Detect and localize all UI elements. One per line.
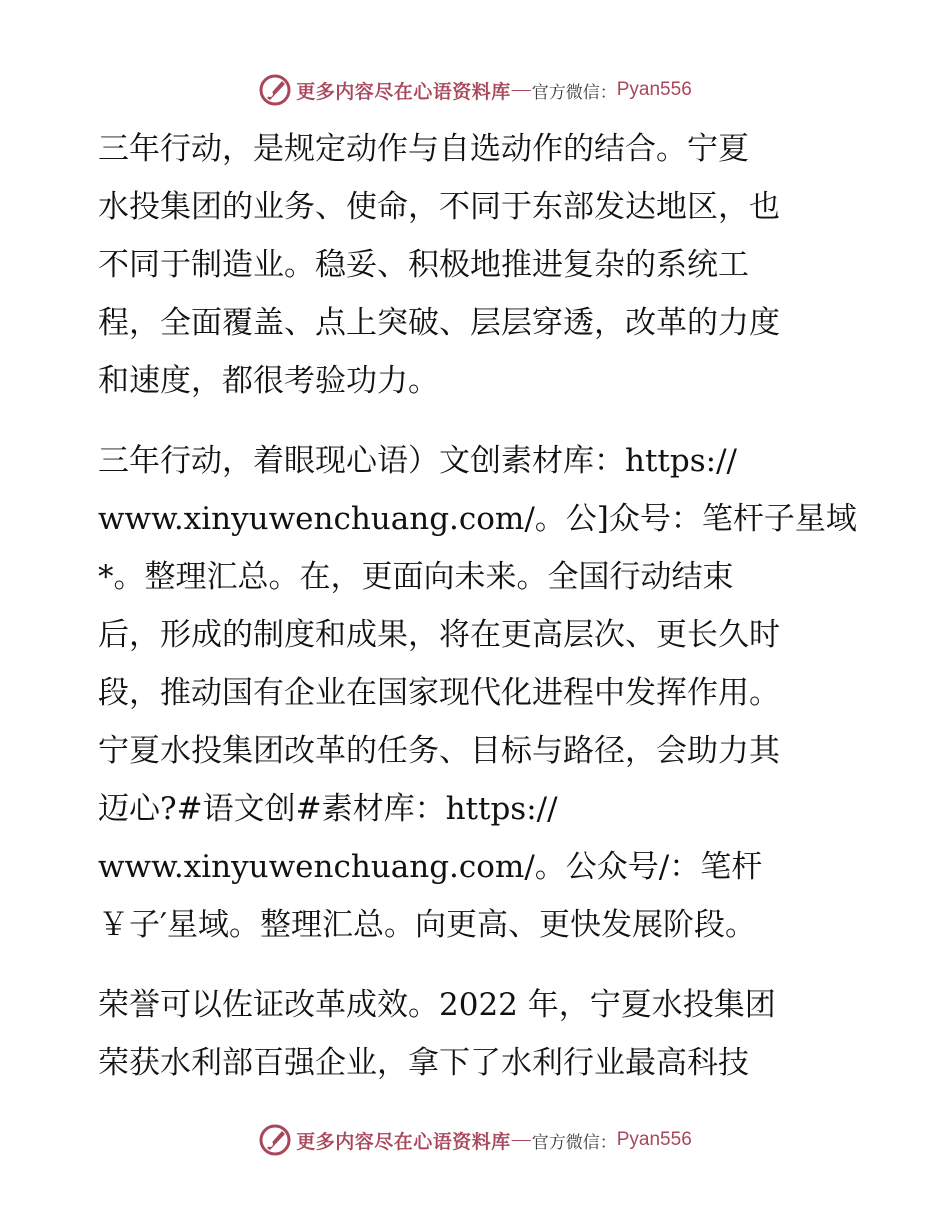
- text-line: 段，推动国有企业在国家现代化进程中发挥作用。: [98, 675, 780, 711]
- text-line: ￥子′星域。整理汇总。向更高、更快发展阶段。: [98, 907, 757, 943]
- paragraph: [98, 432, 858, 954]
- paragraph: [98, 120, 858, 410]
- text-line: 不同于制造业。稳妥、积极地推进复杂的系统工: [98, 247, 749, 283]
- text-line: 荣获水利部百强企业，拿下了水利行业最高科技: [98, 1045, 749, 1081]
- text-line: 迈心?#语文创#素材库：https://: [98, 791, 558, 827]
- footer-wechat-label: 官方微信：: [531, 1132, 617, 1153]
- header-wechat-label: 官方微信：: [531, 82, 617, 103]
- header-banner: [0, 70, 950, 110]
- footer-banner: [0, 1120, 950, 1160]
- text-line: *。整理汇总。在，更面向未来。全国行动结束: [98, 559, 734, 595]
- text-line: 后，形成的制度和成果，将在更高层次、更长久时: [98, 617, 780, 653]
- brand-logo-icon: [258, 1123, 292, 1157]
- header-wechat-account: Pyan556: [616, 79, 692, 100]
- header-separator: —: [511, 79, 531, 100]
- header-slogan: 更多内容尽在心语资料库: [296, 80, 511, 103]
- text-line: 荣誉可以佐证改革成效。2022 年，宁夏水投集团: [98, 987, 776, 1023]
- paragraph-spacer: [98, 410, 858, 432]
- document-body: [98, 120, 858, 1092]
- paragraph-spacer: [98, 954, 858, 976]
- text-line: 水投集团的业务、使命，不同于东部发达地区，也: [98, 189, 780, 225]
- footer-wechat-account: Pyan556: [616, 1129, 692, 1150]
- footer-separator: —: [511, 1129, 531, 1150]
- text-line: 三年行动，着眼现心语）文创素材库：https://: [98, 443, 737, 479]
- text-line: 和速度，都很考验功力。: [98, 363, 439, 399]
- text-line: 程，全面覆盖、点上突破、层层穿透，改革的力度: [98, 305, 780, 341]
- text-line: www.xinyuwenchuang.com/。公众号/：笔杆: [98, 849, 763, 885]
- footer-slogan: 更多内容尽在心语资料库: [296, 1130, 511, 1153]
- text-line: 宁夏水投集团改革的任务、目标与路径，会助力其: [98, 733, 780, 769]
- paragraph: [98, 976, 858, 1092]
- text-line: www.xinyuwenchuang.com/。公]众号：笔杆子星域: [98, 501, 857, 537]
- brand-logo-icon: [258, 73, 292, 107]
- text-line: 三年行动，是规定动作与自选动作的结合。宁夏: [98, 131, 749, 167]
